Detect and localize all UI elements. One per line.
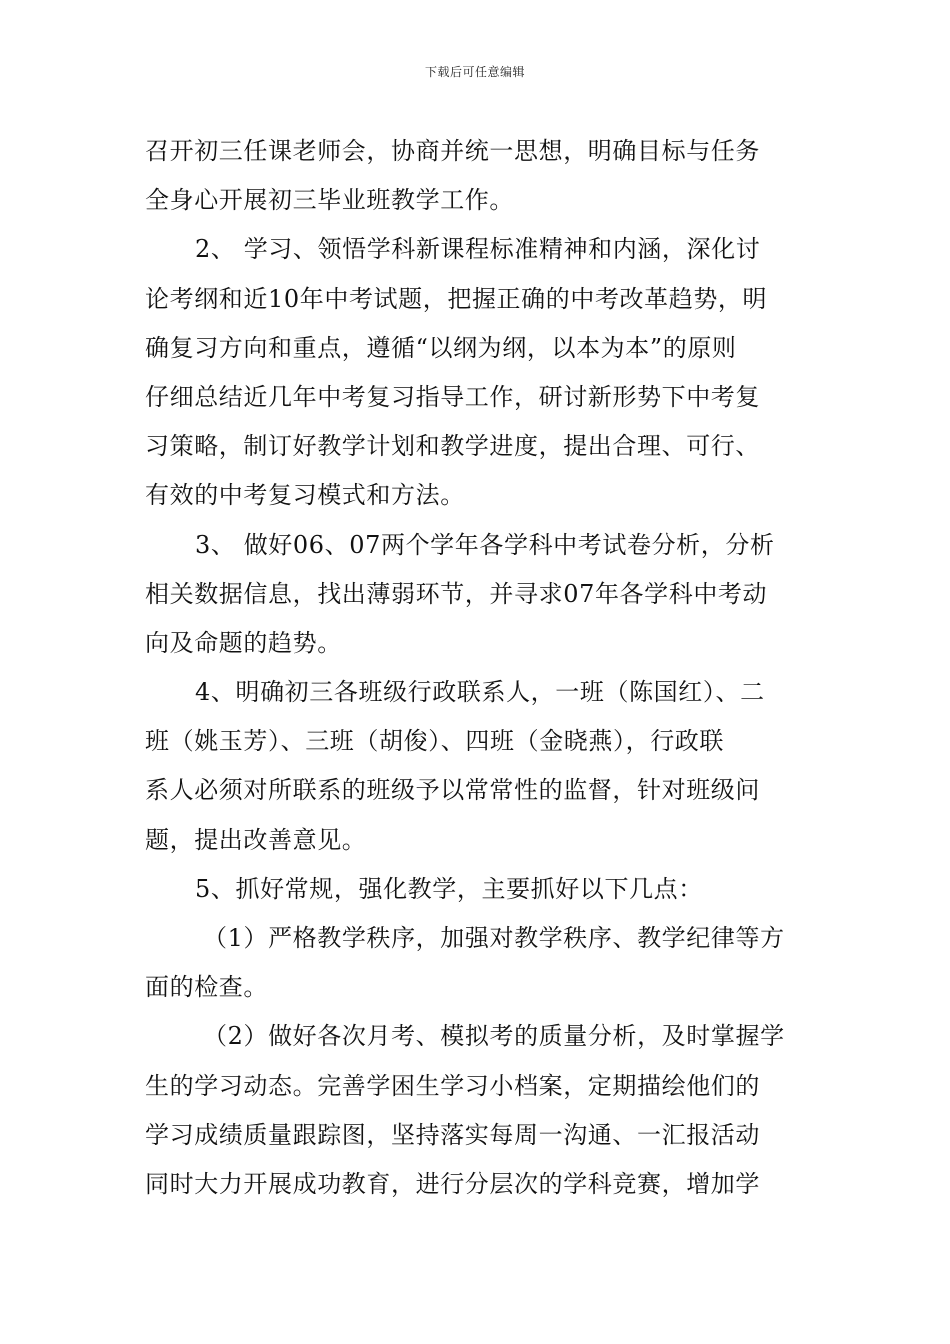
text-line: 面的检查。 — [145, 973, 268, 1002]
text-line: 班（姚玉芳）、三班（胡俊）、四班（金晓燕），行政联 — [145, 727, 724, 756]
text-line: 仔细总结近几年中考复习指导工作，研讨新形势下中考复 — [145, 382, 760, 411]
text-line: 召开初三任课老师会，协商并统一思想，明确目标与任务 — [145, 137, 760, 165]
text-line: 同时大力开展成功教育，进行分层次的学科竞赛，增加学 — [145, 1169, 760, 1198]
text-line: 题，提出改善意见。 — [145, 825, 367, 854]
text-line: 4、明确初三各班级行政联系人，一班（陈国红）、二 — [195, 678, 765, 707]
text-line: 2、 学习、领悟学科新课程标准精神和内涵，深化讨 — [195, 235, 761, 264]
text-line: （1）严格教学秩序，加强对教学秩序、教学纪律等方 — [203, 924, 785, 952]
text-line: 向及命题的趋势。 — [145, 628, 342, 657]
text-line: 系人必须对所联系的班级予以常常性的监督，针对班级问 — [145, 776, 760, 805]
text-line: 论考纲和近10年中考试题，把握正确的中考改革趋势，明 — [145, 284, 768, 313]
text-line: 确复习方向和重点，遵循“以纲为纲，以本为本”的原则 — [145, 333, 737, 362]
page-header: 下载后可任意编辑 — [424, 65, 525, 79]
text-line: 有效的中考复习模式和方法。 — [145, 481, 465, 510]
document-body — [145, 127, 815, 1209]
text-line: 3、 做好06、07两个学年各学科中考试卷分析，分析 — [195, 530, 775, 559]
text-line: 相关数据信息，找出薄弱环节，并寻求07年各学科中考动 — [145, 579, 768, 608]
text-line: 5、抓好常规，强化教学，主要抓好以下几点： — [195, 874, 703, 903]
text-line: 习策略，制订好教学计划和教学进度，提出合理、可行、 — [145, 432, 760, 461]
text-line: 学习成绩质量跟踪图，坚持落实每周一沟通、一汇报活动 — [145, 1120, 760, 1149]
text-line: 生的学习动态。完善学困生学习小档案，定期描绘他们的 — [145, 1071, 760, 1100]
text-line: 全身心开展初三毕业班教学工作。 — [145, 186, 514, 215]
text-line: （2）做好各次月考、模拟考的质量分析，及时掌握学 — [203, 1022, 785, 1051]
